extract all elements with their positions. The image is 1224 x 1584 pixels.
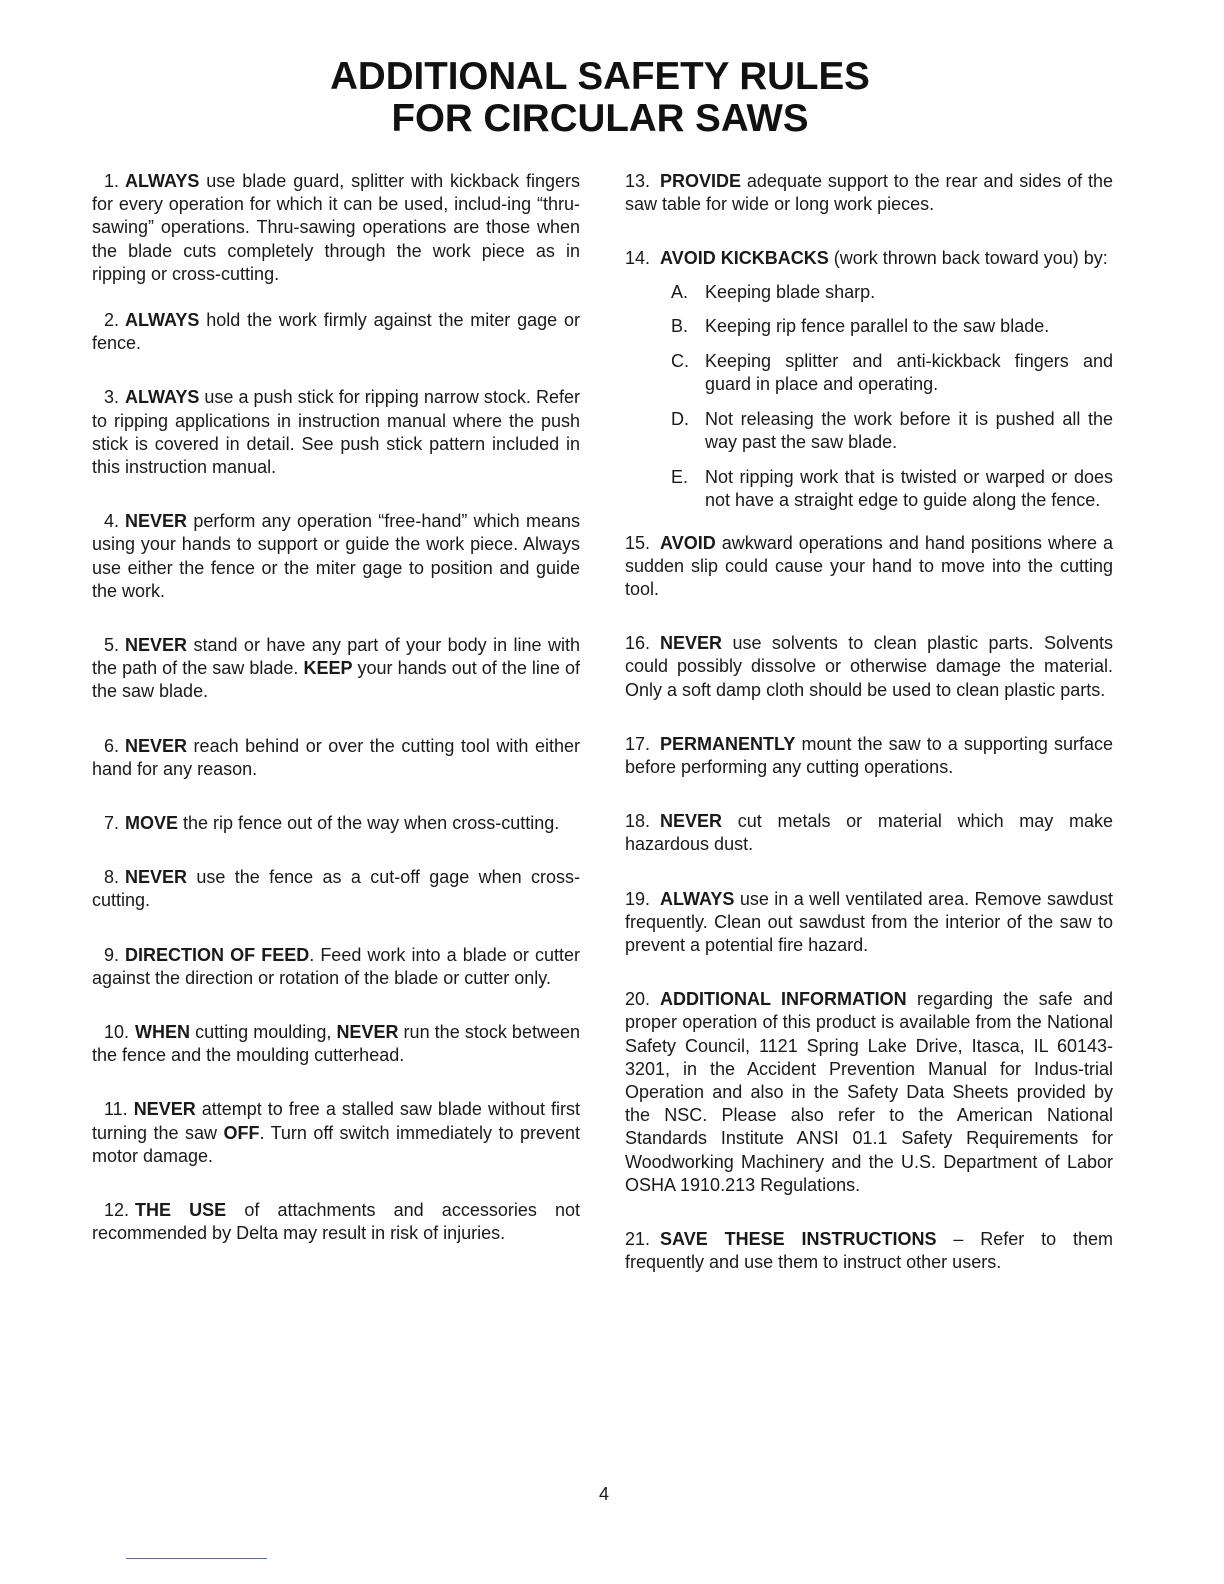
rule-text: use in a well ventilated area. Remove sawdust frequently. Clean out sawdust from the interior of the saw to prevent a potential fire hazard.: [625, 888, 1113, 956]
rule-number: 12.: [104, 1200, 130, 1221]
title-line-2: FOR CIRCULAR SAWS: [391, 97, 809, 140]
sub-text: Keeping blade sharp.: [705, 281, 876, 302]
rule-number: 19.: [625, 888, 651, 909]
rule-item: [92, 812, 580, 835]
rule-keyword: ALWAYS: [125, 310, 200, 331]
rule-item: [625, 733, 1113, 779]
rule-number: 11.: [104, 1099, 128, 1120]
rule-item: [92, 944, 580, 990]
rule-number: 8.: [104, 867, 120, 888]
rule-number: 5.: [104, 635, 120, 656]
rule-text: stand or have any part of your body in line with the path of the saw blade.: [92, 635, 580, 679]
rule-item: [92, 170, 580, 286]
rule-number: 2.: [104, 310, 120, 331]
rule-text: mount the saw to a supporting surface before performing any cutting operations.: [625, 733, 1113, 778]
page-number: 4: [598, 1484, 609, 1504]
page-title: [0, 56, 1200, 140]
rule-keyword: AVOID: [660, 532, 716, 553]
rule-item: [625, 988, 1113, 1197]
rule-text: use solvents to clean plastic parts. Solvents could possibly dissolve or otherwise damage the material. Only a soft damp cloth should be used to clean plastic parts.: [625, 633, 1113, 700]
rule-keyword: NEVER: [125, 735, 188, 756]
rule-item: [625, 888, 1113, 958]
rule-keyword: NEVER: [125, 511, 188, 532]
rule-item: [625, 1228, 1113, 1274]
sub-list-item: [671, 281, 1113, 304]
rule-keyword: ALWAYS: [125, 387, 200, 408]
rule-item: [92, 1199, 580, 1245]
sub-letter: B.: [671, 316, 689, 337]
rule-item: [625, 632, 1113, 702]
sub-text: Keeping rip fence parallel to the saw blade.: [705, 316, 1050, 337]
rule-keyword: SAVE THESE INSTRUCTIONS: [660, 1229, 937, 1250]
sub-text: Not releasing the work before it is pushed all the way past the saw blade.: [705, 409, 1113, 453]
sub-letter: C.: [671, 351, 689, 372]
rule-keyword: NEVER: [125, 635, 188, 656]
rule-text: perform any operation “free-hand” which means using your hands to support or guide the work piece. Always use either the fence or the miter gage to position and guide the work.: [92, 511, 580, 601]
rule-item: [92, 1021, 580, 1067]
rule-text: adequate support to the rear and sides of the saw table for wide or long work pieces.: [625, 171, 1113, 215]
rule-keyword: THE USE: [135, 1200, 227, 1221]
footer-divider: [126, 1558, 267, 1559]
rule-number: 1.: [104, 171, 120, 191]
rule-text: of attachments and accessories not recommended by Delta may result in risk of injuries.: [92, 1200, 580, 1244]
rule-number: 14.: [625, 248, 651, 269]
sub-list-item: [671, 315, 1113, 338]
sub-list: [625, 281, 1113, 513]
rule-keyword: NEVER: [660, 633, 723, 654]
rule-number: 9.: [104, 944, 120, 965]
rule-item: [92, 735, 580, 781]
rule-item: [92, 386, 580, 479]
rule-keyword: NEVER: [125, 867, 188, 888]
rule-item: [625, 810, 1113, 856]
rule-keyword: NEVER: [133, 1099, 196, 1120]
rule-keyword: NEVER: [660, 811, 723, 832]
title-line-1: ADDITIONAL SAFETY RULES: [330, 55, 870, 98]
rule-number: 20.: [625, 989, 651, 1010]
rule-text: . Turn off switch immediately to prevent motor damage.: [92, 1122, 580, 1166]
rule-item: [92, 1098, 580, 1168]
sub-list-item: [671, 408, 1113, 454]
rule-text: use blade guard, splitter with kickback fingers for every operation for which it can be used, includ-ing “thru-sawing” operations. Thru-sawing operations are those when the blade cuts completely through the work piece as in ripping or cross-cutting.: [92, 171, 580, 284]
rule-text: . Feed work into a blade or cutter against the direction or rotation of the blade or cutter only.: [92, 944, 580, 988]
rule-text: – Refer to them frequently and use them to instruct other users.: [625, 1229, 1113, 1273]
rule-number: 4.: [104, 511, 120, 532]
rule-text: reach behind or over the cutting tool with either hand for any reason.: [92, 735, 580, 779]
sub-list-item: [671, 466, 1113, 512]
rule-item: [92, 866, 580, 912]
rule-number: 3.: [104, 387, 120, 408]
rule-keyword: KEEP: [303, 658, 353, 679]
sub-letter: D.: [671, 409, 689, 430]
sub-letter: A.: [671, 281, 689, 302]
rule-text: cutting moulding,: [190, 1022, 337, 1043]
rule-number: 18.: [625, 811, 651, 832]
left-column: [92, 170, 580, 1246]
sub-list-item: [671, 350, 1113, 396]
rule-text: use a push stick for ripping narrow stock. Refer to ripping applications in instruction manual where the push stick is covered in detail. See push stick pattern included in this instruction manual.: [92, 387, 580, 478]
rule-keyword: PERMANENTLY: [660, 733, 796, 754]
rule-keyword: ALWAYS: [660, 888, 735, 909]
rule-text: cut metals or material which may make hazardous dust.: [625, 811, 1113, 855]
rule-text: run the stock between the fence and the moulding cutterhead.: [92, 1022, 580, 1066]
rule-number: 13.: [625, 171, 651, 191]
rule-item: [92, 309, 580, 355]
right-column: [625, 170, 1113, 1274]
rule-text: use the fence as a cut-off gage when cross-cutting.: [92, 867, 580, 911]
rule-item: [92, 510, 580, 603]
rule-item: [92, 634, 580, 704]
rule-number: 10.: [104, 1022, 130, 1043]
rule-keyword: AVOID KICKBACKS: [660, 248, 829, 269]
sub-text: Keeping splitter and anti-kickback fingers and guard in place and operating.: [705, 351, 1113, 395]
rule-keyword: PROVIDE: [660, 171, 742, 191]
rule-number: 15.: [625, 532, 651, 553]
rule-text: hold the work firmly against the miter gage or fence.: [92, 310, 580, 354]
rule-text: regarding the safe and proper operation of this product is available from the National Safety Council, 1121 Spring Lake Drive, Itasca, IL 60143-3201, in the Accident Prevention Manual for Indus-trial Operation and also in the Safety Data Sheets provided by the NSC. Please also refer to the American National Standards Institute ANSI 01.1 Safety Requirements for Woodworking Machinery and the U.S. Department of Labor OSHA 1910.213 Regulations.: [625, 989, 1114, 1195]
sub-letter: E.: [671, 467, 689, 488]
rule-keyword: OFF: [223, 1122, 260, 1143]
rule-text: the rip fence out of the way when cross-cutting.: [178, 813, 560, 834]
rule-keyword: NEVER: [336, 1022, 399, 1043]
rule-keyword: MOVE: [125, 813, 179, 834]
rule-number: 16.: [625, 633, 651, 654]
rule-keyword: ADDITIONAL INFORMATION: [660, 989, 907, 1010]
rule-keyword: WHEN: [135, 1022, 191, 1043]
rule-item: [625, 247, 1113, 512]
rule-text: (work thrown back toward you) by:: [828, 248, 1108, 269]
rule-item: [625, 170, 1113, 216]
rule-number: 21.: [625, 1229, 651, 1250]
rule-text: awkward operations and hand positions where a sudden slip could cause your hand to move into the cutting tool.: [625, 532, 1113, 600]
rule-keyword: ALWAYS: [125, 171, 200, 191]
rule-item: [625, 532, 1113, 602]
rule-number: 17.: [625, 733, 651, 754]
sub-text: Not ripping work that is twisted or warped or does not have a straight edge to guide along the fence.: [705, 467, 1113, 511]
rule-number: 7.: [104, 813, 120, 834]
rule-keyword: DIRECTION OF FEED: [125, 944, 310, 965]
rule-number: 6.: [104, 735, 120, 756]
rule-text: your hands out of the line of the saw blade.: [92, 658, 580, 702]
rule-text: attempt to free a stalled saw blade without first turning the saw: [92, 1099, 580, 1143]
